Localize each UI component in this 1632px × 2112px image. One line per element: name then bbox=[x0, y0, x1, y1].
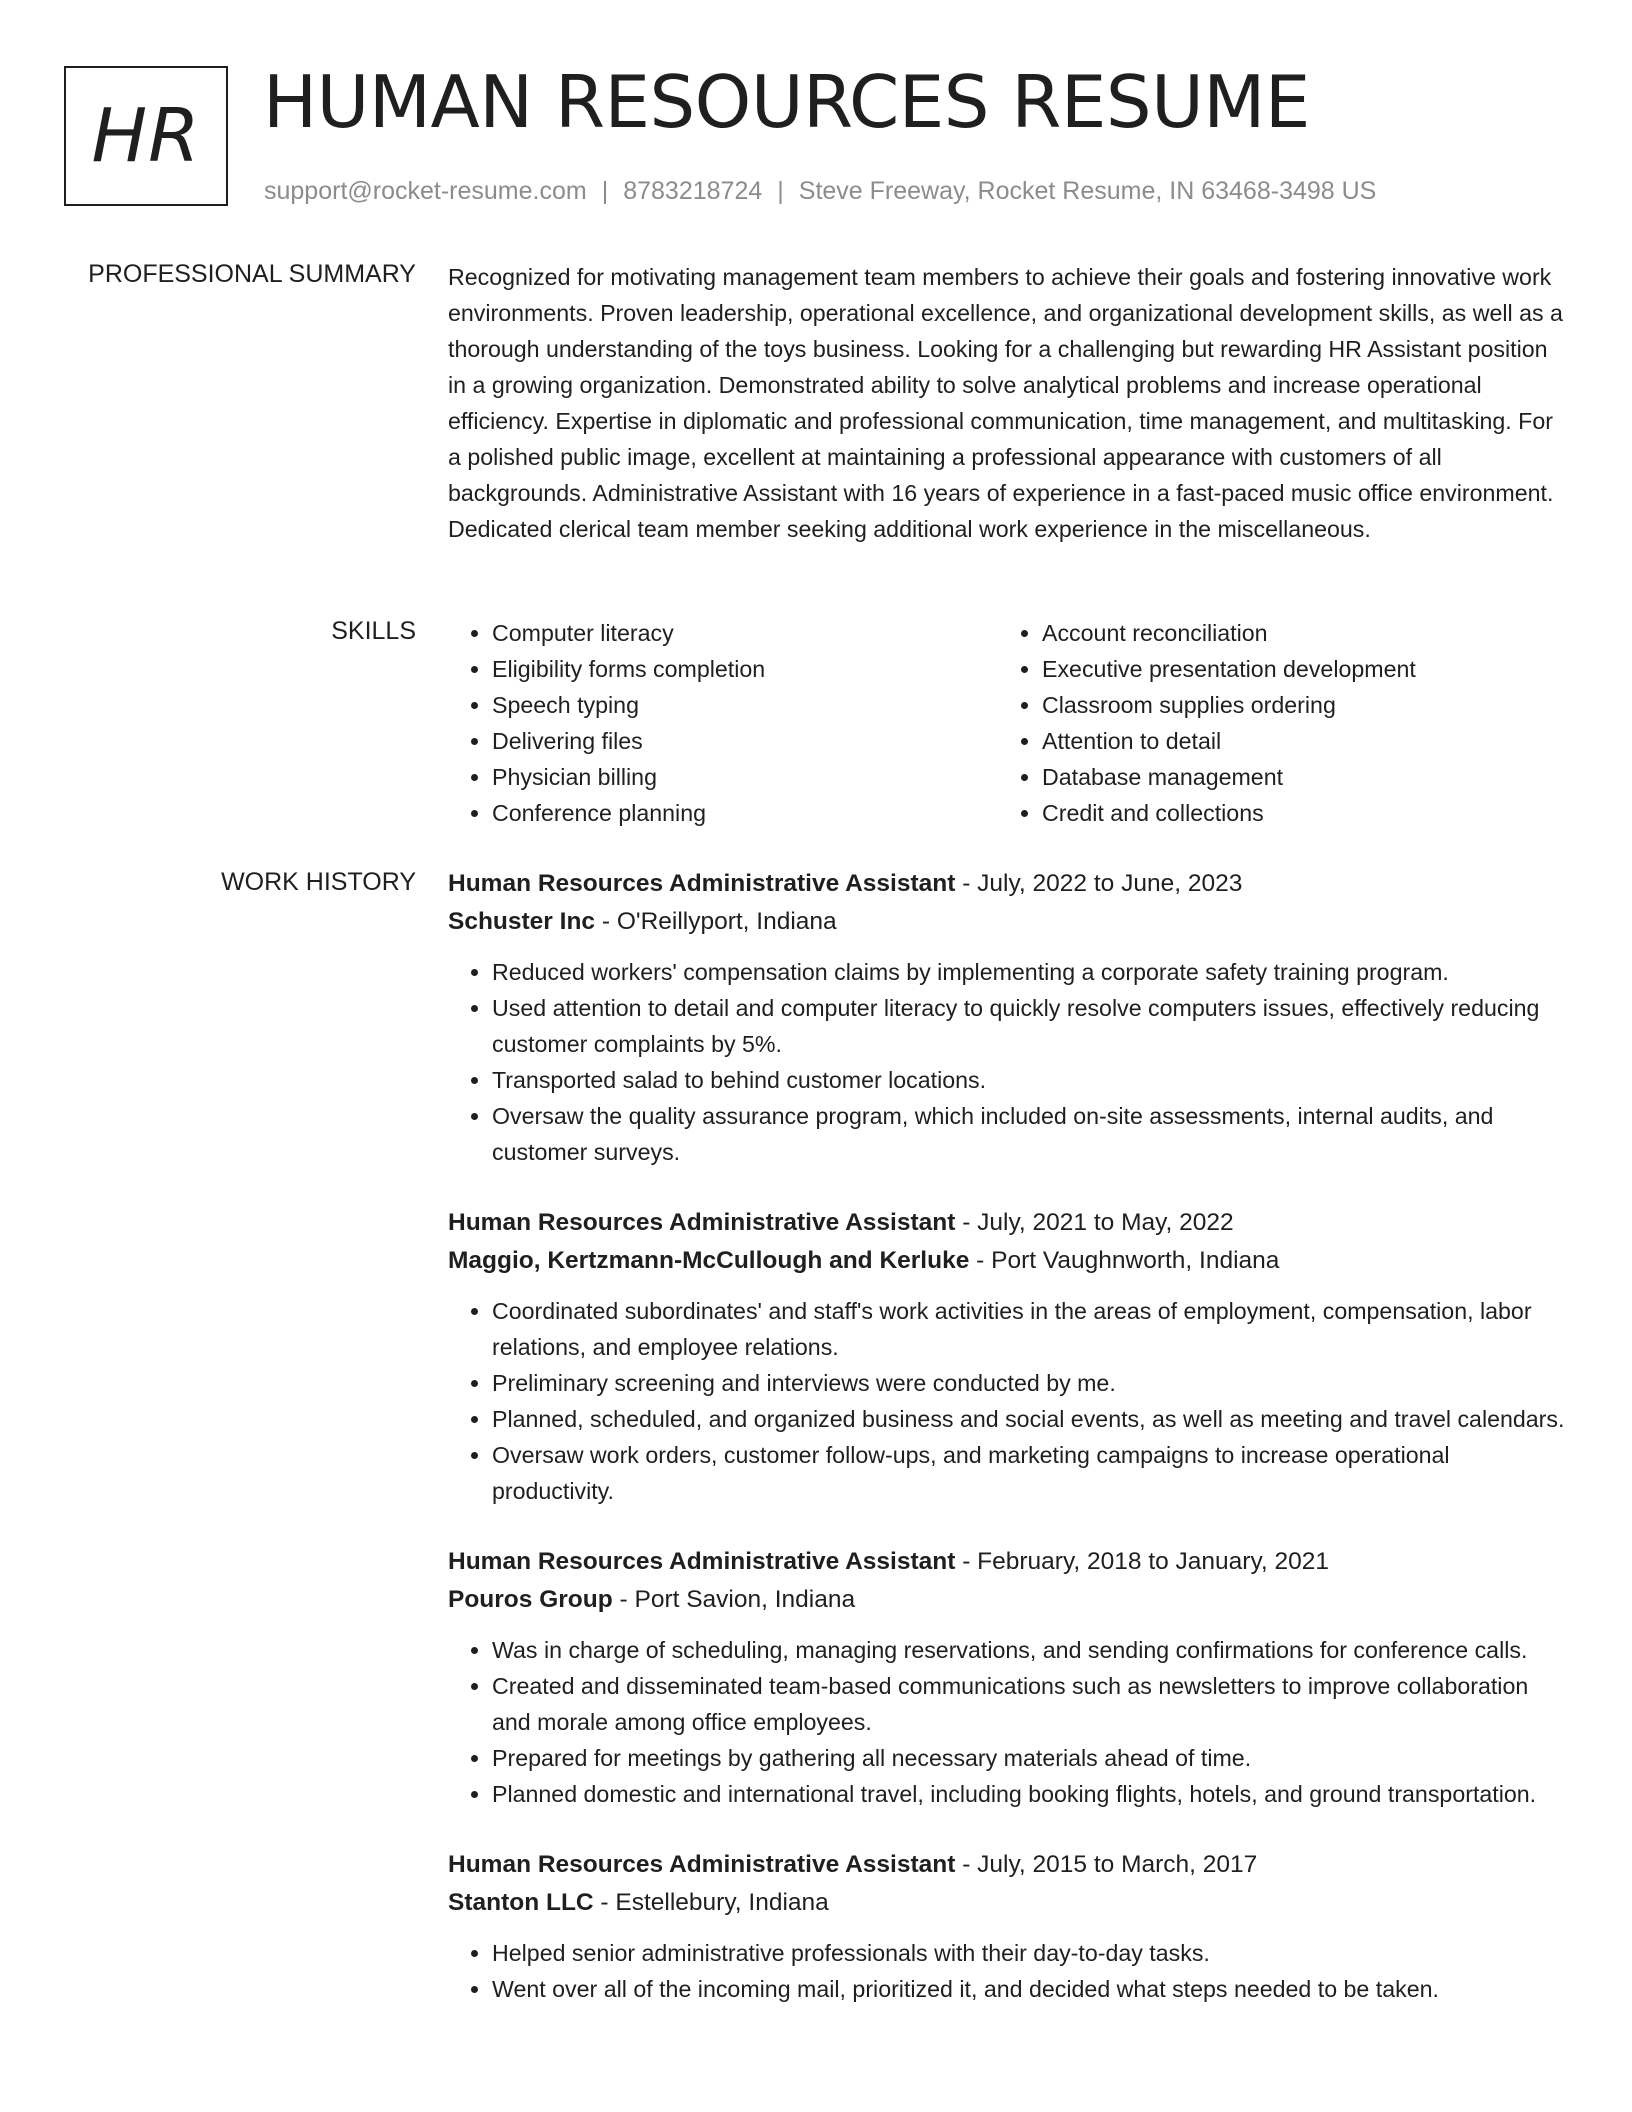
skill-item: • Computer literacy bbox=[492, 615, 765, 651]
skill-item: • Database management bbox=[1042, 759, 1416, 795]
duty-item: • Oversaw work orders, customer follow-ups, and marketing campaigns to increase operational productivity. bbox=[492, 1437, 1566, 1509]
skills-list-right bbox=[998, 615, 1416, 831]
skill-item: • Delivering files bbox=[492, 723, 765, 759]
job-company: Maggio, Kertzmann-McCullough and Kerluke bbox=[448, 1247, 970, 1274]
job-title: Human Resources Administrative Assistant bbox=[448, 1851, 956, 1878]
contact-line bbox=[264, 176, 1376, 206]
duty-item: • Prepared for meetings by gathering all necessary materials ahead of time. bbox=[492, 1740, 1566, 1776]
job-duties-list bbox=[448, 1935, 1566, 2007]
contact-phone: 8783218724 bbox=[623, 177, 763, 205]
job-title: Human Resources Administrative Assistant bbox=[448, 1548, 956, 1575]
contact-separator: | bbox=[601, 177, 609, 205]
skill-item: • Classroom supplies ordering bbox=[1042, 687, 1416, 723]
job-company: Schuster Inc bbox=[448, 908, 596, 935]
monogram-logo bbox=[64, 66, 228, 206]
monogram-text: HR bbox=[91, 93, 201, 179]
skills-list-left bbox=[448, 615, 765, 831]
duty-item: • Preliminary screening and interviews were conducted by me. bbox=[492, 1365, 1566, 1401]
summary-text: Recognized for motivating management team members to achieve their goals and fostering innovative work environments. Proven leadership, operational excellence, and organizational development skills, as well as a thorough understanding of the toys business. Looking for a challenging but rewarding HR Assistant position in a growing organization. Demonstrated ability to solve analytical problems and increase operational efficiency. Expertise in diplomatic and professional communication, time management, and multitasking. For a polished public image, excellent at maintaining a professional appearance with customers of all backgrounds. Administrative Assistant with 16 years of experience in a fast-paced music office environment. Dedicated clerical team member seeking additional work experience in the miscellaneous. bbox=[448, 264, 1563, 542]
summary-heading: PROFESSIONAL SUMMARY bbox=[88, 260, 416, 288]
job-title: Human Resources Administrative Assistant bbox=[448, 1209, 956, 1236]
duty-item: • Coordinated subordinates' and staff's work activities in the areas of employment, compensation, labor relations, and employee relations. bbox=[492, 1293, 1566, 1365]
duty-item: • Was in charge of scheduling, managing reservations, and sending confirmations for conference calls. bbox=[492, 1632, 1566, 1668]
job-company-line bbox=[448, 1581, 1566, 1619]
job-company: Pouros Group bbox=[448, 1586, 613, 1613]
skills-heading: SKILLS bbox=[331, 617, 416, 645]
duty-item: • Created and disseminated team-based communications such as newsletters to improve collaboration and morale among office employees. bbox=[492, 1668, 1566, 1740]
job-dates: - July, 2022 to June, 2023 bbox=[955, 870, 1243, 897]
contact-separator: | bbox=[777, 177, 784, 205]
skill-item: • Attention to detail bbox=[1042, 723, 1416, 759]
job-title-line bbox=[448, 1543, 1566, 1581]
job-entry bbox=[448, 865, 1566, 1170]
skill-item: • Speech typing bbox=[492, 687, 765, 723]
skill-item: • Executive presentation development bbox=[1042, 651, 1416, 687]
job-title-line bbox=[448, 865, 1566, 903]
duty-item: • Helped senior administrative professionals with their day-to-day tasks. bbox=[492, 1935, 1566, 1971]
job-location: - Port Vaughnworth, Indiana bbox=[969, 1247, 1280, 1274]
job-duties-list bbox=[448, 1632, 1566, 1812]
duty-item: • Oversaw the quality assurance program, which included on-site assessments, internal audits, and customer surveys. bbox=[492, 1098, 1566, 1170]
job-dates: - February, 2018 to January, 2021 bbox=[955, 1548, 1330, 1575]
job-duties-list bbox=[448, 954, 1566, 1170]
duty-item: • Planned domestic and international travel, including booking flights, hotels, and ground transportation. bbox=[492, 1776, 1566, 1812]
contact-address: Steve Freeway, Rocket Resume, IN 63468-3498 US bbox=[798, 177, 1377, 205]
job-entry bbox=[448, 1543, 1566, 1812]
job-company-line bbox=[448, 1884, 1566, 1922]
job-title-line bbox=[448, 1846, 1566, 1884]
skill-item: • Account reconciliation bbox=[1042, 615, 1416, 651]
job-dates: - July, 2021 to May, 2022 bbox=[955, 1209, 1234, 1236]
duty-item: • Planned, scheduled, and organized business and social events, as well as meeting and travel calendars. bbox=[492, 1401, 1566, 1437]
job-location: - Port Savion, Indiana bbox=[612, 1586, 856, 1613]
job-company-line bbox=[448, 1242, 1566, 1280]
duty-item: • Went over all of the incoming mail, prioritized it, and decided what steps needed to be taken. bbox=[492, 1971, 1566, 2007]
job-dates: - July, 2015 to March, 2017 bbox=[955, 1851, 1258, 1878]
contact-email: support@rocket-resume.com bbox=[264, 177, 587, 205]
job-company-line bbox=[448, 903, 1566, 941]
skill-item: • Conference planning bbox=[492, 795, 765, 831]
skill-item: • Credit and collections bbox=[1042, 795, 1416, 831]
job-entry bbox=[448, 1204, 1566, 1509]
job-location: - Estellebury, Indiana bbox=[593, 1889, 829, 1916]
resume-title: HUMAN RESOURCES RESUME bbox=[263, 60, 1310, 144]
work-history-heading: WORK HISTORY bbox=[221, 868, 416, 896]
job-title: Human Resources Administrative Assistant bbox=[448, 870, 956, 897]
job-entry bbox=[448, 1846, 1566, 2007]
job-title-line bbox=[448, 1204, 1566, 1242]
duty-item: • Transported salad to behind customer locations. bbox=[492, 1062, 1566, 1098]
duty-item: • Reduced workers' compensation claims by implementing a corporate safety training program. bbox=[492, 954, 1566, 990]
duty-item: • Used attention to detail and computer literacy to quickly resolve computers issues, effectively reducing customer complaints by 5%. bbox=[492, 990, 1566, 1062]
skill-item: • Physician billing bbox=[492, 759, 765, 795]
skill-item: • Eligibility forms completion bbox=[492, 651, 765, 687]
job-location: - O'Reillyport, Indiana bbox=[595, 908, 837, 935]
job-company: Stanton LLC bbox=[448, 1889, 594, 1916]
job-duties-list bbox=[448, 1293, 1566, 1509]
